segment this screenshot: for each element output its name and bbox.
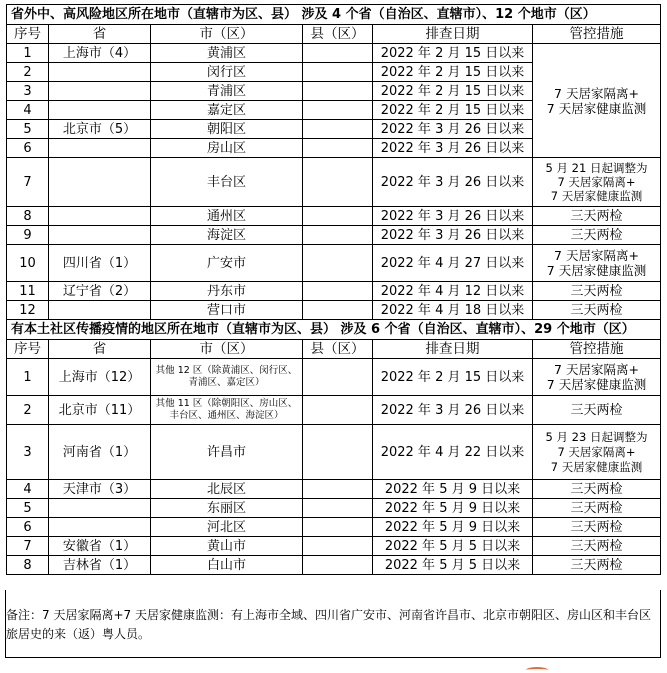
row-city: 丰台区 xyxy=(151,158,303,207)
row-province xyxy=(49,82,151,101)
row-measure: 三天两检 xyxy=(533,226,661,245)
row-date: 2022 年 5 月 5 日以来 xyxy=(373,537,533,556)
row-date: 2022 年 3 月 26 日以来 xyxy=(373,226,533,245)
row-measure: 三天两检 xyxy=(533,480,661,499)
section2-header-row xyxy=(7,340,661,359)
row-no: 3 xyxy=(7,425,49,480)
row-province xyxy=(49,518,151,537)
row-no: 4 xyxy=(7,480,49,499)
row-no: 5 xyxy=(7,120,49,139)
table-row xyxy=(7,425,661,480)
row-date: 2022 年 2 月 15 日以来 xyxy=(373,44,533,63)
row-date: 2022 年 2 月 15 日以来 xyxy=(373,82,533,101)
row-county xyxy=(303,207,373,226)
row-province xyxy=(49,301,151,320)
row-measure: 三天两检 xyxy=(533,518,661,537)
row-no: 3 xyxy=(7,82,49,101)
row-city: 东丽区 xyxy=(151,499,303,518)
row-city: 河北区 xyxy=(151,518,303,537)
table-row xyxy=(7,480,661,499)
row-no: 6 xyxy=(7,518,49,537)
row-no: 2 xyxy=(7,396,49,425)
row-city: 丹东市 xyxy=(151,282,303,301)
row-county xyxy=(303,301,373,320)
table-row xyxy=(7,207,661,226)
table-row xyxy=(7,226,661,245)
row-county xyxy=(303,480,373,499)
row-city: 黄山市 xyxy=(151,537,303,556)
row-city: 其他 11 区（除朝阳区、房山区、丰台区、通州区、海淀区） xyxy=(151,396,303,425)
row-province: 北京市（11） xyxy=(49,396,151,425)
row-province: 上海市（12） xyxy=(49,359,151,396)
row-measure: 7 天居家隔离+ 7 天居家健康监测 xyxy=(533,245,661,282)
table-row xyxy=(7,44,661,63)
row-city: 海淀区 xyxy=(151,226,303,245)
row-county xyxy=(303,396,373,425)
header-date: 排查日期 xyxy=(373,25,533,44)
row-date: 2022 年 5 月 9 日以来 xyxy=(373,499,533,518)
row-date: 2022 年 2 月 15 日以来 xyxy=(373,101,533,120)
section2-title: 有本土社区传播疫情的地区所在地市（直辖市为区、县） 涉及 6 个省（自治区、直辖市）、29 个地市（区） xyxy=(7,320,661,340)
header-province: 省 xyxy=(49,25,151,44)
row-date: 2022 年 4 月 22 日以来 xyxy=(373,425,533,480)
row-county xyxy=(303,537,373,556)
row-date: 2022 年 4 月 12 日以来 xyxy=(373,282,533,301)
row-county xyxy=(303,44,373,63)
row-date: 2022 年 5 月 9 日以来 xyxy=(373,480,533,499)
row-county xyxy=(303,158,373,207)
row-city: 营口市 xyxy=(151,301,303,320)
decorative-mark xyxy=(526,667,548,673)
row-city: 嘉定区 xyxy=(151,101,303,120)
table-row xyxy=(7,245,661,282)
row-province: 天津市（3） xyxy=(49,480,151,499)
row-province: 北京市（5） xyxy=(49,120,151,139)
risk-area-sheet xyxy=(6,4,660,575)
table-row xyxy=(7,396,661,425)
row-no: 11 xyxy=(7,282,49,301)
table-row xyxy=(7,359,661,396)
section1-title: 省外中、高风险地区所在地市（直辖市为区、县） 涉及 4 个省（自治区、直辖市）、12 个地市（区） xyxy=(7,5,661,25)
header-county: 县（区） xyxy=(303,340,373,359)
table-row xyxy=(7,499,661,518)
row-no: 4 xyxy=(7,101,49,120)
row-province: 安徽省（1） xyxy=(49,537,151,556)
row-measure: 5 月 23 日起调整为 7 天居家隔离+ 7 天居家健康监测 xyxy=(533,425,661,480)
row-no: 1 xyxy=(7,44,49,63)
row-city: 房山区 xyxy=(151,139,303,158)
row-province: 吉林省（1） xyxy=(49,556,151,575)
section1-header-row xyxy=(7,25,661,44)
table-row xyxy=(7,301,661,320)
row-county xyxy=(303,120,373,139)
row-city: 北辰区 xyxy=(151,480,303,499)
row-date: 2022 年 2 月 15 日以来 xyxy=(373,63,533,82)
row-no: 2 xyxy=(7,63,49,82)
row-city: 其他 12 区（除黄浦区、闵行区、青浦区、嘉定区） xyxy=(151,359,303,396)
risk-area-table xyxy=(6,4,661,575)
row-no: 7 xyxy=(7,158,49,207)
row-province xyxy=(49,139,151,158)
row-date: 2022 年 5 月 9 日以来 xyxy=(373,518,533,537)
header-city: 市（区） xyxy=(151,25,303,44)
row-no: 12 xyxy=(7,301,49,320)
table-row xyxy=(7,158,661,207)
row-measure: 5 月 21 日起调整为 7 天居家隔离+ 7 天居家健康监测 xyxy=(533,158,661,207)
row-city: 通州区 xyxy=(151,207,303,226)
row-county xyxy=(303,556,373,575)
header-measure: 管控措施 xyxy=(533,25,661,44)
row-province xyxy=(49,499,151,518)
row-county xyxy=(303,518,373,537)
row-city: 朝阳区 xyxy=(151,120,303,139)
row-province xyxy=(49,63,151,82)
row-measure: 三天两检 xyxy=(533,207,661,226)
table-row xyxy=(7,282,661,301)
row-province xyxy=(49,158,151,207)
row-city: 广安市 xyxy=(151,245,303,282)
row-no: 10 xyxy=(7,245,49,282)
row-province: 河南省（1） xyxy=(49,425,151,480)
row-city: 黄浦区 xyxy=(151,44,303,63)
row-province xyxy=(49,101,151,120)
row-county xyxy=(303,63,373,82)
row-date: 2022 年 3 月 26 日以来 xyxy=(373,207,533,226)
row-date: 2022 年 3 月 26 日以来 xyxy=(373,120,533,139)
row-measure: 三天两检 xyxy=(533,499,661,518)
row-measure: 三天两检 xyxy=(533,537,661,556)
row-measure: 三天两检 xyxy=(533,282,661,301)
row-county xyxy=(303,245,373,282)
row-no: 8 xyxy=(7,207,49,226)
table-row xyxy=(7,556,661,575)
header-no: 序号 xyxy=(7,25,49,44)
header-no: 序号 xyxy=(7,340,49,359)
header-county: 县（区） xyxy=(303,25,373,44)
row-city: 闵行区 xyxy=(151,63,303,82)
row-date: 2022 年 3 月 26 日以来 xyxy=(373,139,533,158)
note-text: 备注：7 天居家隔离+7 天居家健康监测：有上海市全域、四川省广安市、河南省许昌市、北京市朝阳区、房山区和丰台区旅居史的来（返）粤人员。 xyxy=(6,608,651,641)
table-row xyxy=(7,518,661,537)
row-province xyxy=(49,226,151,245)
row-province: 辽宁省（2） xyxy=(49,282,151,301)
row-date: 2022 年 3 月 26 日以来 xyxy=(373,158,533,207)
row-no: 5 xyxy=(7,499,49,518)
table-row xyxy=(7,537,661,556)
row-county xyxy=(303,82,373,101)
row-province: 上海市（4） xyxy=(49,44,151,63)
row-county xyxy=(303,499,373,518)
header-province: 省 xyxy=(49,340,151,359)
row-no: 6 xyxy=(7,139,49,158)
header-date: 排查日期 xyxy=(373,340,533,359)
row-no: 7 xyxy=(7,537,49,556)
row-county xyxy=(303,139,373,158)
row-no: 8 xyxy=(7,556,49,575)
row-province xyxy=(49,207,151,226)
row-county xyxy=(303,282,373,301)
row-no: 9 xyxy=(7,226,49,245)
row-date: 2022 年 2 月 15 日以来 xyxy=(373,359,533,396)
row-county xyxy=(303,359,373,396)
row-measure: 三天两检 xyxy=(533,396,661,425)
header-city: 市（区） xyxy=(151,340,303,359)
row-date: 2022 年 4 月 27 日以来 xyxy=(373,245,533,282)
row-province: 四川省（1） xyxy=(49,245,151,282)
row-city: 许昌市 xyxy=(151,425,303,480)
row-date: 2022 年 5 月 5 日以来 xyxy=(373,556,533,575)
row-city: 青浦区 xyxy=(151,82,303,101)
row-no: 1 xyxy=(7,359,49,396)
row-county xyxy=(303,226,373,245)
row-date: 2022 年 4 月 18 日以来 xyxy=(373,301,533,320)
row-date: 2022 年 3 月 26 日以来 xyxy=(373,396,533,425)
row-county xyxy=(303,425,373,480)
row-measure: 三天两检 xyxy=(533,556,661,575)
row-measure: 三天两检 xyxy=(533,301,661,320)
row-measure: 7 天居家隔离+ 7 天居家健康监测 xyxy=(533,359,661,396)
header-measure: 管控措施 xyxy=(533,340,661,359)
row-measure: 7 天居家隔离+ 7 天居家健康监测 xyxy=(533,44,661,158)
row-county xyxy=(303,101,373,120)
row-city: 白山市 xyxy=(151,556,303,575)
